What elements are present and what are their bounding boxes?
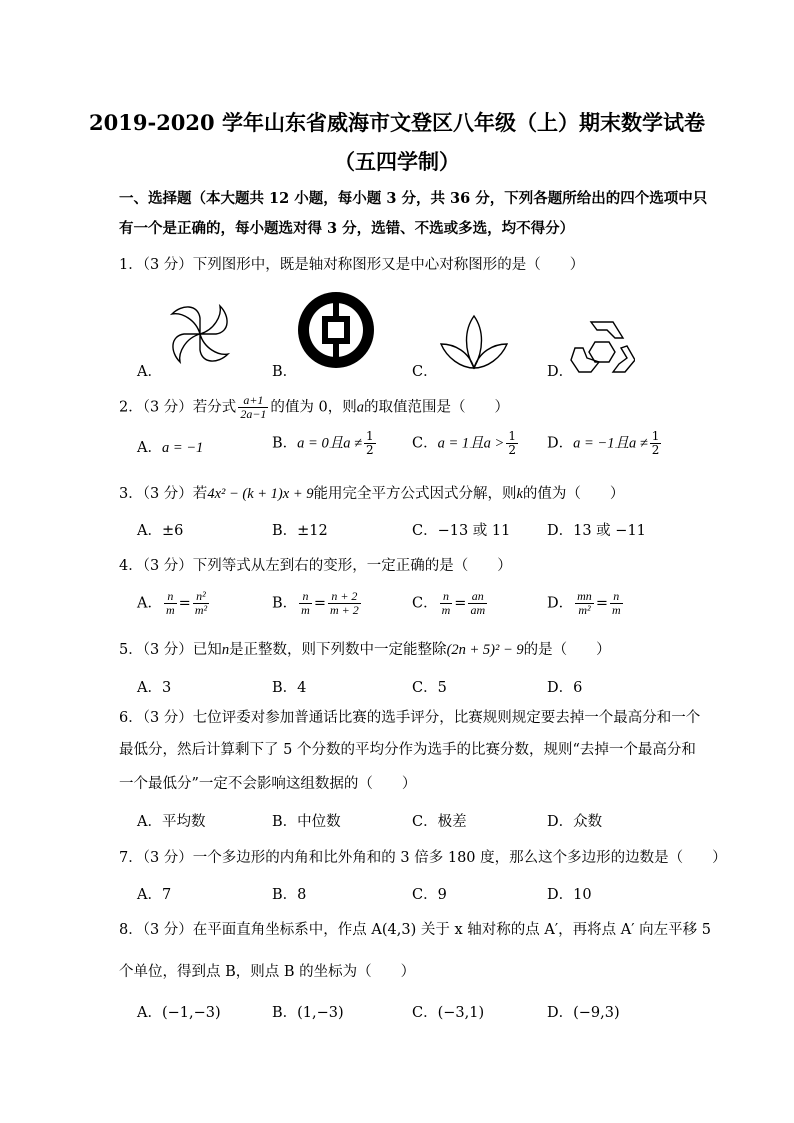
q8-option-d[interactable]: D．(−9,3) bbox=[547, 1005, 620, 1021]
q3-option-c[interactable]: C．−13 或 11 bbox=[412, 523, 511, 539]
q3-stem-c: 的值为（ ） bbox=[522, 486, 625, 502]
question-8-options bbox=[137, 1001, 697, 1023]
equals: = bbox=[178, 595, 191, 612]
q3-option-b[interactable]: B．±12 bbox=[272, 523, 328, 539]
q3-stem-a: 3．（3 分）若 bbox=[119, 486, 208, 502]
q6-option-a[interactable]: A．平均数 bbox=[137, 814, 206, 830]
q3-var: k bbox=[516, 486, 523, 502]
half-den: 2 bbox=[508, 443, 516, 457]
q2-option-d-expr: a = −1且a ≠ bbox=[573, 435, 648, 452]
q1-option-c[interactable]: C． bbox=[412, 364, 438, 380]
q6-option-d[interactable]: D．众数 bbox=[547, 814, 603, 830]
question-2-options bbox=[137, 429, 697, 458]
question-7-stem: 7．（3 分）一个多边形的内角和比外角和的 3 倍多 180 度，那么这个多边形的边数是（ ） bbox=[119, 850, 727, 866]
question-1-options bbox=[137, 360, 697, 382]
frac-den: m bbox=[301, 603, 310, 617]
q8-option-c[interactable]: C．(−3,1) bbox=[412, 1005, 485, 1021]
q4-option-a-letter: A． bbox=[137, 595, 162, 612]
q2-option-c[interactable] bbox=[412, 430, 520, 457]
half-den: 2 bbox=[366, 443, 374, 457]
q4-option-b-letter: B． bbox=[272, 595, 298, 612]
q4-option-b[interactable] bbox=[272, 590, 363, 617]
section-heading-line1: 一、选择题（本大题共 12 小题，每小题 3 分，共 36 分，下列各题所给出的四个选项中只 bbox=[119, 190, 708, 207]
frac-num: an bbox=[468, 590, 487, 604]
q2-frac-den: 2a−1 bbox=[240, 407, 267, 421]
q6-option-c[interactable]: C．极差 bbox=[412, 814, 467, 830]
section-heading-line2: 有一个是正确的，每小题选对得 3 分，选错、不选或多选，均不得分） bbox=[119, 220, 575, 237]
q5-expr: (2n + 5)² − 9 bbox=[446, 642, 524, 658]
q4-option-d-letter: D． bbox=[547, 595, 574, 612]
question-6-line1: 6．（3 分）七位评委对参加普通话比赛的选手评分，比赛规则规定要去掉一个最高分和一个 bbox=[119, 710, 701, 726]
q2-option-b-letter: B． bbox=[272, 435, 298, 452]
half-num: 1 bbox=[366, 429, 374, 443]
q2-var: a bbox=[356, 399, 365, 416]
question-6-line3: 一个最低分”一定不会影响这组数据的（ ） bbox=[119, 776, 417, 792]
q5-var: n bbox=[221, 642, 230, 658]
q2-stem-b: 的值为 0，则 bbox=[270, 399, 357, 416]
q2-stem-c: 的取值范围是（ ） bbox=[364, 399, 510, 416]
frac bbox=[575, 590, 594, 617]
frac-num: n bbox=[610, 590, 623, 604]
q2-option-d[interactable] bbox=[547, 430, 663, 457]
frac-den: m bbox=[165, 603, 175, 617]
q4-option-a[interactable] bbox=[137, 590, 211, 617]
q2-option-b-expr: a = 0且a ≠ bbox=[297, 435, 363, 452]
equals: = bbox=[454, 595, 467, 612]
question-4-options bbox=[137, 589, 697, 617]
q2-option-b-half bbox=[364, 430, 376, 457]
q2-option-d-half bbox=[650, 430, 662, 457]
q3-expr: 4x² − (k + 1)x + 9 bbox=[207, 486, 314, 502]
question-6-options bbox=[137, 810, 697, 832]
frac bbox=[328, 590, 361, 617]
q5-option-b[interactable]: B．4 bbox=[272, 680, 307, 696]
q7-option-a[interactable]: A．7 bbox=[137, 887, 172, 903]
q2-option-b[interactable] bbox=[272, 430, 378, 457]
frac-num: n bbox=[299, 590, 312, 604]
question-4-stem: 4．（3 分）下列等式从左到右的变形，一定正确的是（ ） bbox=[119, 558, 512, 574]
question-8-line2: 个单位，得到点 B，则点 B 的坐标为（ ） bbox=[119, 964, 416, 980]
q4-option-d[interactable] bbox=[547, 590, 625, 617]
q2-stem-a: 2．（3 分）若分式 bbox=[119, 399, 237, 416]
q3-stem-b: 能用完全平方公式因式分解，则 bbox=[313, 486, 517, 502]
frac-den: am bbox=[470, 603, 486, 617]
frac bbox=[468, 590, 487, 617]
coin-figure bbox=[296, 290, 376, 370]
q1-option-a[interactable]: A． bbox=[137, 364, 162, 380]
q7-option-b[interactable]: B．8 bbox=[272, 887, 307, 903]
q5-option-a[interactable]: A．3 bbox=[137, 680, 172, 696]
q5-stem-a: 5．（3 分）已知 bbox=[119, 642, 222, 658]
q4-option-c-letter: C． bbox=[412, 595, 438, 612]
exam-title: 2019-2020 学年山东省威海市文登区八年级（上）期末数学试卷 bbox=[89, 110, 705, 135]
frac-den: m² bbox=[194, 603, 208, 617]
question-5-stem bbox=[119, 638, 679, 659]
q2-option-d-letter: D． bbox=[547, 435, 574, 452]
half-num: 1 bbox=[508, 429, 516, 443]
frac bbox=[610, 590, 623, 617]
q2-option-a-letter: A． bbox=[137, 440, 162, 456]
q2-option-a[interactable] bbox=[137, 436, 203, 457]
equals: = bbox=[595, 595, 608, 612]
q1-option-d[interactable]: D． bbox=[547, 364, 574, 380]
frac-num: n² bbox=[193, 590, 209, 604]
frac-num: n bbox=[440, 590, 453, 604]
frac-den: m + 2 bbox=[329, 603, 359, 617]
frac-den: m² bbox=[578, 603, 591, 617]
exam-subtitle: （五四学制） bbox=[334, 149, 460, 174]
frac bbox=[299, 590, 312, 617]
question-5-options bbox=[137, 676, 697, 698]
frac-den: m bbox=[611, 603, 621, 617]
question-2-stem bbox=[119, 394, 679, 421]
half-num: 1 bbox=[651, 429, 660, 443]
frac-den: m bbox=[441, 603, 451, 617]
q5-option-c[interactable]: C．5 bbox=[412, 680, 447, 696]
question-3-options bbox=[137, 519, 697, 541]
frac-num: mn bbox=[577, 589, 592, 603]
q3-option-d[interactable]: D．13 或 −11 bbox=[547, 523, 646, 539]
frac-num: n + 2 bbox=[328, 590, 361, 604]
q8-option-b[interactable]: B．(1,−3) bbox=[272, 1005, 344, 1021]
q5-stem-b: 是正整数，则下列数中一定能整除 bbox=[229, 642, 447, 658]
q2-option-c-half bbox=[506, 430, 518, 457]
q2-frac-num: a+1 bbox=[238, 394, 268, 408]
frac bbox=[193, 590, 209, 617]
q2-fraction bbox=[238, 394, 268, 421]
q5-stem-c: 的是（ ） bbox=[523, 642, 611, 658]
question-1-stem: 1．（3 分）下列图形中，既是轴对称图形又是中心对称图形的是（ ） bbox=[119, 257, 585, 273]
q8-option-a[interactable]: A．(−1,−3) bbox=[137, 1005, 221, 1021]
question-7-options bbox=[137, 883, 697, 905]
q4-option-c[interactable] bbox=[412, 590, 489, 617]
q2-option-c-expr: a = 1且a > bbox=[437, 435, 505, 452]
q6-option-b[interactable]: B．中位数 bbox=[272, 814, 341, 830]
frac-num: n bbox=[164, 590, 177, 604]
q1-option-b[interactable]: B． bbox=[272, 364, 298, 380]
question-8-line1: 8．（3 分）在平面直角坐标系中，作点 A(4,3) 关于 x 轴对称的点 A′，再将点 A′ 向左平移 5 bbox=[119, 922, 711, 938]
equals: = bbox=[313, 595, 326, 612]
question-3-stem bbox=[119, 482, 679, 503]
question-6-line2: 最低分，然后计算剩下了 5 个分数的平均分作为选手的比赛分数，规则“去掉一个最高分和 bbox=[119, 742, 696, 758]
q3-option-a[interactable]: A．±6 bbox=[137, 523, 184, 539]
q7-option-d[interactable]: D．10 bbox=[547, 887, 592, 903]
frac bbox=[440, 590, 453, 617]
half-den: 2 bbox=[651, 443, 660, 457]
q2-option-a-expr: a = −1 bbox=[161, 440, 204, 456]
q2-option-c-letter: C． bbox=[412, 435, 438, 452]
q5-option-d[interactable]: D．6 bbox=[547, 680, 583, 696]
q7-option-c[interactable]: C．9 bbox=[412, 887, 447, 903]
frac bbox=[164, 590, 177, 617]
